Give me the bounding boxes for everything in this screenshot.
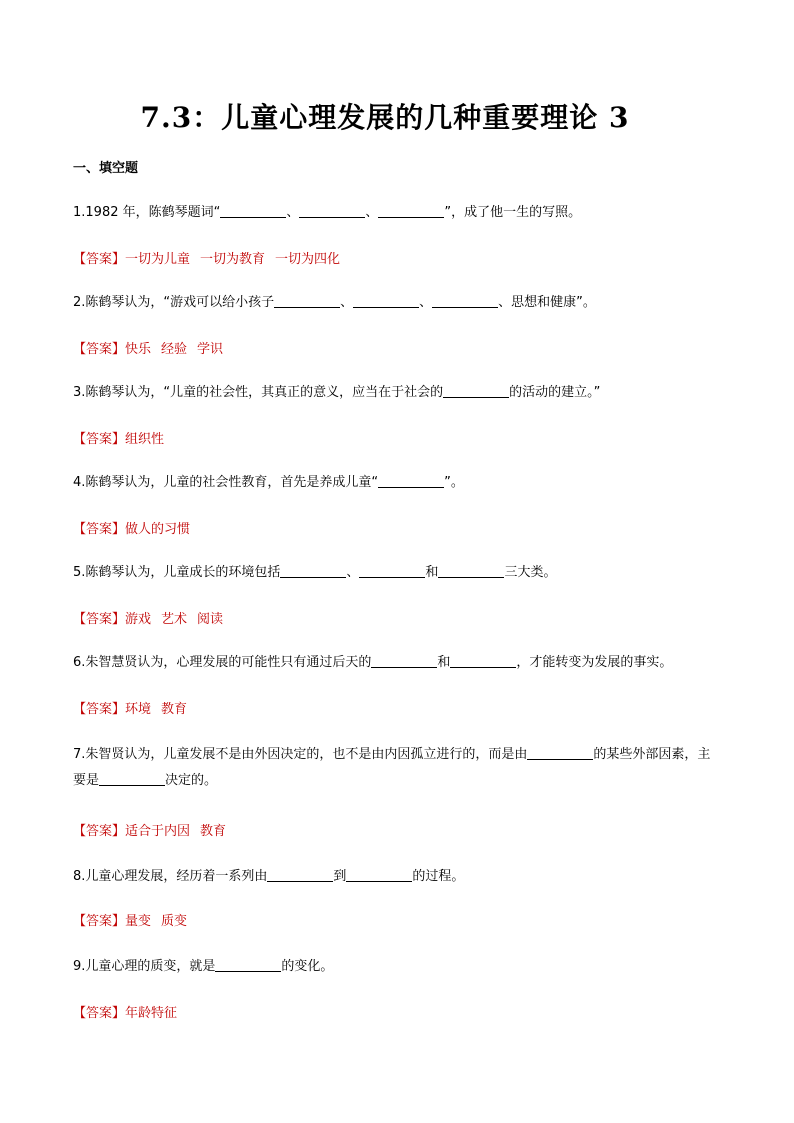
answer-tag: 【答案】 [73,522,126,537]
answer-line-5 [73,608,233,627]
fill-in-blank [438,564,504,578]
question-text: 7.朱智贤认为，儿童发展不是由外因决定的，也不是由内因孤立进行的，而是由 [73,747,528,762]
answer-item: 一切为教育 [200,252,266,267]
answer-item: 教育 [161,702,188,717]
question-text: 、思想和健康”。 [498,295,596,310]
fill-in-blank [99,772,165,786]
answer-item: 学识 [197,342,224,357]
question-text: 三大类。 [504,565,557,580]
question-text: 、 [346,565,360,580]
question-text: 3.陈鹤琴认为，“儿童的社会性，其真正的意义，应当在于社会的 [73,385,444,400]
question-text: 和 [425,565,439,580]
question-text: 、 [340,295,354,310]
answer-item: 一切为儿童 [125,252,191,267]
question-5 [73,562,556,584]
question-text: 2.陈鹤琴认为，“游戏可以给小孩子 [73,295,275,310]
question-text: 和 [437,655,451,670]
question-6 [73,652,672,674]
question-text: 8.儿童心理发展，经历着一系列由 [73,869,268,884]
fill-in-blank [346,868,412,882]
fill-in-blank [274,294,340,308]
answer-tag: 【答案】 [73,252,126,267]
answer-item: 量变 [125,914,152,929]
fill-in-blank [267,868,333,882]
answer-item: 一切为四化 [275,252,341,267]
question-text: ”，成了他一生的写照。 [444,205,582,220]
question-text: 9.儿童心理的质变，就是 [73,959,216,974]
fill-in-blank [527,746,593,760]
answer-tag: 【答案】 [73,702,126,717]
question-text: 5.陈鹤琴认为，儿童成长的环境包括 [73,565,281,580]
question-1 [73,202,581,224]
answer-item: 年龄特征 [125,1006,178,1021]
fill-in-blank [215,958,281,972]
fill-in-blank [378,204,444,218]
question-3 [73,382,600,404]
answer-line-7 [73,820,236,839]
answer-item: 做人的习惯 [125,522,191,537]
question-text: 、 [365,205,379,220]
answer-line-8 [73,910,197,929]
fill-in-blank [280,564,346,578]
question-text: 决定的。 [165,773,218,788]
fill-in-blank [371,654,437,668]
answer-tag: 【答案】 [73,432,126,447]
answer-tag: 【答案】 [73,1006,126,1021]
answer-item: 环境 [125,702,152,717]
fill-in-blank [299,204,365,218]
answer-item: 适合于内因 [125,824,191,839]
question-text: 6.朱智慧贤认为，心理发展的可能性只有通过后天的 [73,655,372,670]
answer-item: 快乐 [125,342,152,357]
fill-in-blank [353,294,419,308]
answer-item: 经验 [161,342,188,357]
answer-tag: 【答案】 [73,612,126,627]
question-text: 的变化。 [281,959,334,974]
fill-in-blank [220,204,286,218]
answer-line-6 [73,698,197,717]
question-text: ，才能转变为发展的事实。 [516,655,673,670]
question-7 [73,742,723,794]
answer-item: 艺术 [161,612,188,627]
answer-line-1 [73,248,350,267]
question-text: ”。 [444,475,464,490]
answer-item: 游戏 [125,612,152,627]
answer-line-4 [73,518,200,537]
section-heading: 一、填空题 [73,161,139,176]
question-text: 的过程。 [412,869,465,884]
question-text: 1.1982 年，陈鹤琴题词“ [73,205,221,220]
question-8 [73,866,464,888]
question-4 [73,472,464,494]
fill-in-blank [450,654,516,668]
answer-line-3 [73,428,174,447]
answer-item: 教育 [200,824,227,839]
page-title: 7.3：儿童心理发展的几种重要理论 3 [140,101,630,134]
fill-in-blank [359,564,425,578]
question-text: 、 [419,295,433,310]
answer-line-9 [73,1002,187,1021]
question-2 [73,292,596,314]
question-text: 的某些外部因素，主要是 [73,747,711,788]
question-text: 、 [286,205,300,220]
question-text: 到 [333,869,347,884]
answer-item: 阅读 [197,612,224,627]
fill-in-blank [443,384,509,398]
answer-item: 质变 [161,914,188,929]
answer-tag: 【答案】 [73,914,126,929]
question-text: 的活动的建立。” [509,385,601,400]
answer-tag: 【答案】 [73,342,126,357]
question-text: 4.陈鹤琴认为，儿童的社会性教育，首先是养成儿童“ [73,475,379,490]
answer-item: 组织性 [125,432,165,447]
answer-line-2 [73,338,233,357]
question-9 [73,956,333,978]
fill-in-blank [432,294,498,308]
fill-in-blank [378,474,444,488]
answer-tag: 【答案】 [73,824,126,839]
